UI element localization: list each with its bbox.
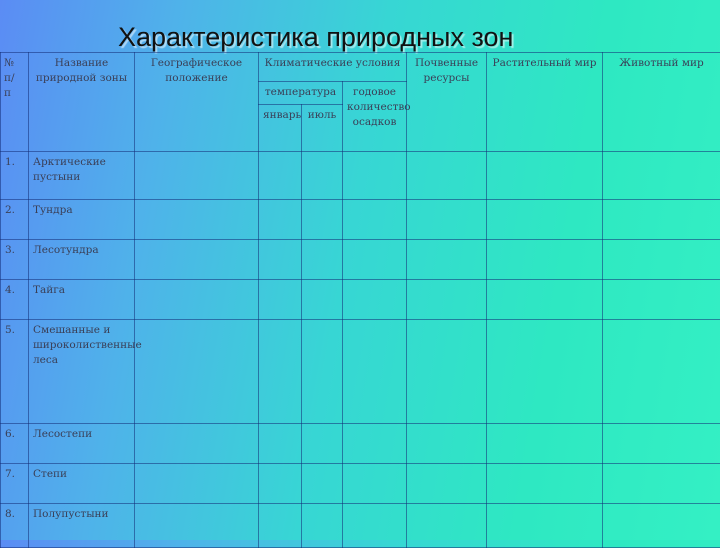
row-number: 6. — [1, 424, 29, 464]
cell — [135, 424, 259, 464]
cell — [407, 200, 487, 240]
cell — [603, 152, 720, 200]
natural-zones-table — [0, 52, 720, 548]
cell — [407, 320, 487, 424]
header-temperature: температура — [259, 82, 343, 105]
cell — [135, 152, 259, 200]
row-number: 3. — [1, 240, 29, 280]
zone-name: Тундра — [29, 200, 135, 240]
cell — [487, 280, 603, 320]
zone-name: Лесотундра — [29, 240, 135, 280]
cell — [343, 424, 407, 464]
cell — [603, 280, 720, 320]
cell — [343, 280, 407, 320]
cell — [302, 152, 343, 200]
cell — [135, 280, 259, 320]
cell — [487, 504, 603, 548]
header-fauna: Животный мир — [603, 53, 720, 152]
cell — [407, 424, 487, 464]
cell — [603, 424, 720, 464]
cell — [135, 200, 259, 240]
cell — [603, 200, 720, 240]
header-january: январь — [259, 105, 302, 152]
table-row — [1, 320, 720, 424]
table-row — [1, 240, 720, 280]
cell — [259, 320, 302, 424]
cell — [343, 464, 407, 504]
cell — [487, 464, 603, 504]
cell — [407, 240, 487, 280]
row-number: 8. — [1, 504, 29, 548]
cell — [259, 240, 302, 280]
header-climate: Климатические условия — [259, 53, 407, 82]
cell — [407, 504, 487, 548]
header-num: № п/ п — [1, 53, 29, 152]
cell — [259, 424, 302, 464]
cell — [135, 464, 259, 504]
row-number: 5. — [1, 320, 29, 424]
cell — [343, 240, 407, 280]
zone-name: Степи — [29, 464, 135, 504]
cell — [302, 464, 343, 504]
table-row — [1, 504, 720, 548]
cell — [407, 464, 487, 504]
page-title: Характеристика природных зон — [118, 22, 513, 53]
header-soil: Почвенные ресурсы — [407, 53, 487, 152]
zone-name: Тайга — [29, 280, 135, 320]
cell — [259, 464, 302, 504]
cell — [343, 320, 407, 424]
cell — [487, 240, 603, 280]
cell — [135, 504, 259, 548]
cell — [135, 320, 259, 424]
cell — [302, 504, 343, 548]
zone-name: Лесостепи — [29, 424, 135, 464]
cell — [259, 280, 302, 320]
cell — [407, 152, 487, 200]
cell — [603, 504, 720, 548]
cell — [343, 504, 407, 548]
cell — [603, 320, 720, 424]
row-number: 7. — [1, 464, 29, 504]
zone-name: Арктические пустыни — [29, 152, 135, 200]
cell — [603, 240, 720, 280]
zone-name: Полупустыни — [29, 504, 135, 548]
table-row — [1, 200, 720, 240]
header-precipitation: годовое количество осадков — [343, 82, 407, 152]
row-number: 1. — [1, 152, 29, 200]
cell — [259, 152, 302, 200]
cell — [302, 280, 343, 320]
cell — [302, 240, 343, 280]
cell — [135, 240, 259, 280]
cell — [407, 280, 487, 320]
table-row — [1, 424, 720, 464]
table-row — [1, 464, 720, 504]
cell — [302, 200, 343, 240]
cell — [487, 152, 603, 200]
cell — [487, 424, 603, 464]
row-number: 4. — [1, 280, 29, 320]
header-location: Географическое положение — [135, 53, 259, 152]
cell — [302, 424, 343, 464]
cell — [603, 464, 720, 504]
cell — [487, 320, 603, 424]
header-flora: Растительный мир — [487, 53, 603, 152]
zone-name: Смешанные и широколиственные леса — [29, 320, 135, 424]
cell — [343, 152, 407, 200]
header-july: июль — [302, 105, 343, 152]
cell — [343, 200, 407, 240]
cell — [259, 200, 302, 240]
cell — [259, 504, 302, 548]
cell — [302, 320, 343, 424]
row-number: 2. — [1, 200, 29, 240]
table-row — [1, 280, 720, 320]
cell — [487, 200, 603, 240]
table-row — [1, 152, 720, 200]
header-zone-name: Название природной зоны — [29, 53, 135, 152]
